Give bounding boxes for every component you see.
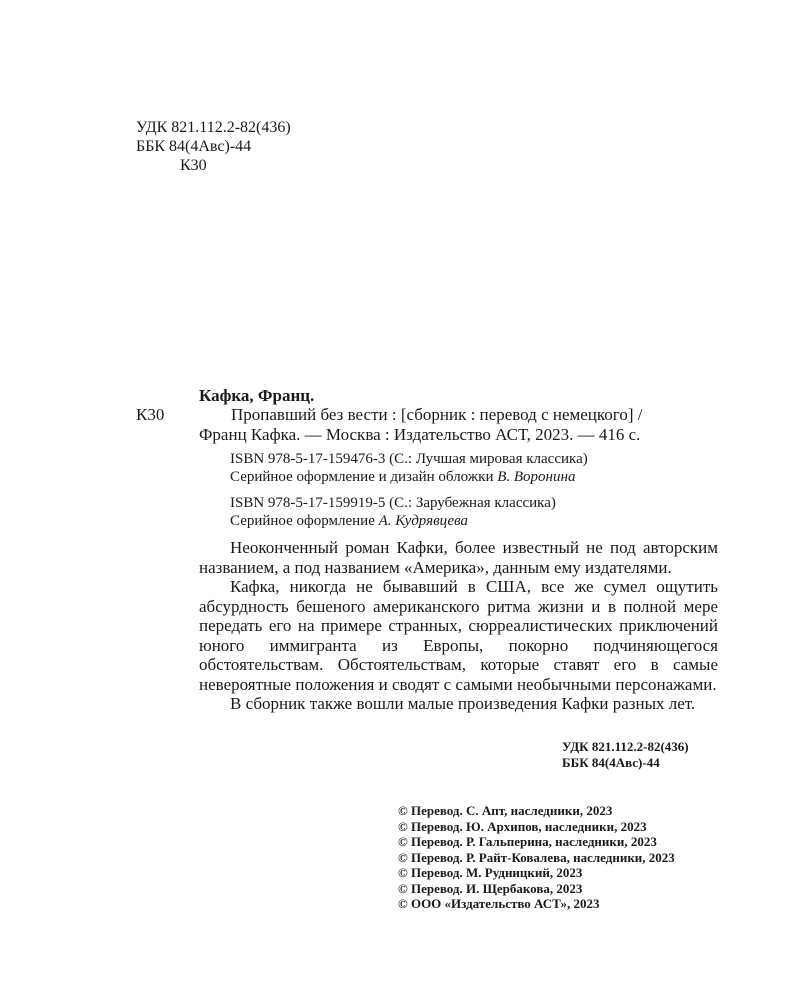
udk-code: УДК 821.112.2-82(436) — [136, 119, 291, 136]
designer-name: В. Воронина — [497, 469, 576, 485]
record-author: Кафка, Франц. — [199, 386, 315, 405]
design-credit — [230, 512, 556, 530]
isbn-number: ISBN 978-5-17-159919-5 (С.: Зарубежная классика) — [230, 495, 556, 511]
classification-codes-bottom — [562, 739, 689, 771]
record-imprint: Франц Кафка. — Москва : Издательство АСТ, 2023. — 416 с. — [199, 425, 641, 444]
bbk-code: ББК 84(4Авс)-44 — [562, 755, 660, 770]
copyright-line: © Перевод. М. Рудницкий, 2023 — [398, 865, 583, 880]
copyright-line: © Перевод. Р. Гальперина, наследники, 2023 — [398, 834, 657, 849]
copyright-line: © ООО «Издательство АСТ», 2023 — [398, 896, 600, 911]
copyright-line: © Перевод. Ю. Архипов, наследники, 2023 — [398, 818, 647, 834]
annotation-paragraph: В сборник также вошли малые произведения Кафки разных лет. — [230, 694, 696, 713]
udk-code: УДК 821.112.2-82(436) — [562, 739, 689, 754]
designer-name: А. Кудрявцева — [378, 513, 469, 529]
isbn-entry — [230, 494, 556, 530]
copyright-list — [398, 803, 675, 912]
record-title: Пропавший без вести : [сборник : перевод с немецкого] / — [231, 405, 643, 424]
design-label: Серийное оформление и дизайн обложки — [230, 469, 498, 485]
copyright-line: © Перевод. Р. Райт-Ковалева, наследники, 2023 — [398, 849, 675, 865]
annotation-paragraph: Кафка, никогда не бывавший в США, все же сумел ощутить абсурдность бешеного американского ритма жизни и в полной мере передать его на примере странных, сюрреалистических приключений юного иммигранта из Европы, покорно подчиняющегося обстоятельствам. Обстоятельствам, которые ставят его в самые невероятные положения и сводят с самыми необычными персонажами. — [199, 577, 718, 694]
design-label: Серийное оформление — [230, 513, 379, 529]
record-index-mark: К30 — [136, 405, 165, 424]
bbk-code: ББК 84(4Авс)-44 — [136, 138, 252, 155]
isbn-entry — [230, 450, 588, 486]
author-mark: К30 — [180, 157, 207, 174]
isbn-number: ISBN 978-5-17-159476-3 (С.: Лучшая мировая классика) — [230, 451, 588, 467]
design-credit — [230, 468, 588, 486]
annotation — [199, 538, 718, 714]
copyright-line: © Перевод. С. Апт, наследники, 2023 — [398, 803, 613, 818]
classification-codes-top — [136, 118, 291, 175]
copyright-line: © Перевод. И. Щербакова, 2023 — [398, 880, 583, 896]
annotation-paragraph: Неоконченный роман Кафки, более известный не под авторским названием, а под названием «Америка», данным ему издателями. — [199, 538, 718, 577]
